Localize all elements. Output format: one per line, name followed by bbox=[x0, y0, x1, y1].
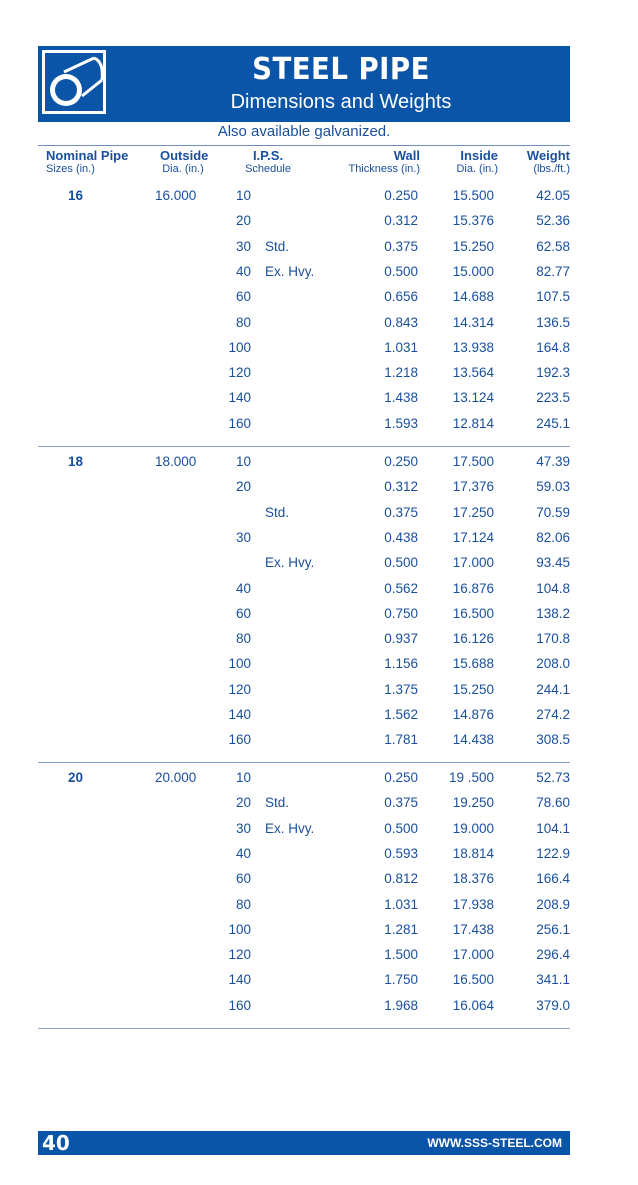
table-row bbox=[38, 416, 570, 438]
table-row bbox=[38, 972, 570, 994]
table-row bbox=[38, 770, 570, 792]
column-header-inside: Inside Dia. (in.) bbox=[456, 148, 498, 175]
weight-cell: 208.0 bbox=[536, 656, 570, 672]
column-header-wall: Wall Thickness (in.) bbox=[348, 148, 420, 175]
schedule-cell: 80 bbox=[235, 896, 251, 912]
weight-cell: 379.0 bbox=[536, 997, 570, 1013]
weight-cell: 136.5 bbox=[536, 314, 570, 330]
weight-cell: 244.1 bbox=[536, 681, 570, 697]
schedule-cell: 140 bbox=[228, 707, 251, 722]
weight-cell: 93.45 bbox=[536, 555, 570, 571]
inside-diameter-cell: 14.876 bbox=[452, 707, 494, 722]
weight-class-cell: Ex. Hvy. bbox=[265, 263, 315, 279]
wall-thickness-cell: 1.218 bbox=[384, 365, 418, 381]
wall-thickness-cell: 0.500 bbox=[384, 555, 418, 571]
column-header-ips: I.P.S. Schedule bbox=[245, 148, 291, 175]
schedule-cell: 160 bbox=[228, 997, 251, 1013]
table-row bbox=[38, 897, 570, 919]
table-row bbox=[38, 505, 570, 527]
wall-thickness-cell: 0.250 bbox=[384, 188, 418, 203]
page-header bbox=[38, 46, 570, 122]
weight-cell: 47.39 bbox=[536, 454, 570, 469]
wall-thickness-cell: 0.937 bbox=[384, 631, 418, 647]
inside-diameter-cell: 19.000 bbox=[452, 820, 494, 836]
weight-cell: 274.2 bbox=[536, 707, 570, 722]
inside-diameter-cell: 18.376 bbox=[452, 871, 494, 887]
wall-thickness-cell: 0.312 bbox=[384, 479, 418, 495]
schedule-cell: 40 bbox=[235, 580, 251, 596]
wall-thickness-cell: 0.438 bbox=[384, 529, 418, 545]
schedule-cell: 160 bbox=[228, 415, 251, 431]
inside-diameter-cell: 15.500 bbox=[452, 188, 494, 203]
wall-thickness-cell: 1.968 bbox=[384, 997, 418, 1013]
schedule-cell: 40 bbox=[235, 845, 251, 861]
schedule-cell: 100 bbox=[228, 339, 251, 355]
wall-thickness-cell: 1.500 bbox=[384, 947, 418, 963]
wall-thickness-cell: 0.375 bbox=[384, 238, 418, 254]
schedule-cell: 30 bbox=[235, 820, 251, 836]
schedule-cell: 20 bbox=[235, 213, 251, 229]
table-row bbox=[38, 922, 570, 944]
page-title: STEEL PIPE bbox=[252, 52, 430, 87]
schedule-cell: 120 bbox=[228, 947, 251, 963]
inside-diameter-cell: 16.126 bbox=[452, 631, 494, 647]
weight-cell: 52.73 bbox=[536, 770, 570, 785]
wall-thickness-cell: 1.281 bbox=[384, 921, 418, 937]
weight-class-cell: Std. bbox=[265, 504, 290, 520]
schedule-cell: 140 bbox=[228, 390, 251, 406]
nominal-size-cell: 18 bbox=[68, 454, 84, 469]
nominal-size-cell: 16 bbox=[68, 188, 84, 203]
table-row bbox=[38, 390, 570, 412]
table-row bbox=[38, 682, 570, 704]
weight-cell: 223.5 bbox=[536, 390, 570, 406]
inside-diameter-cell: 13.564 bbox=[452, 365, 494, 381]
weight-cell: 308.5 bbox=[536, 732, 570, 748]
table-row bbox=[38, 340, 570, 362]
table-row bbox=[38, 871, 570, 893]
inside-diameter-cell: 15.376 bbox=[452, 213, 494, 229]
schedule-cell: 10 bbox=[235, 454, 251, 469]
weight-cell: 192.3 bbox=[536, 365, 570, 381]
inside-diameter-cell: 12.814 bbox=[452, 415, 494, 431]
table-row bbox=[38, 656, 570, 678]
schedule-cell: 60 bbox=[235, 605, 251, 621]
outside-diameter-cell: 16.000 bbox=[155, 188, 197, 203]
group-divider bbox=[38, 762, 570, 763]
weight-cell: 62.58 bbox=[536, 238, 570, 254]
table-row bbox=[38, 606, 570, 628]
inside-diameter-cell: 18.814 bbox=[452, 845, 494, 861]
inside-diameter-cell: 17.376 bbox=[452, 479, 494, 495]
schedule-cell: 10 bbox=[235, 770, 251, 785]
weight-class-cell: Std. bbox=[265, 795, 290, 811]
table-row bbox=[38, 631, 570, 653]
inside-diameter-cell: 16.500 bbox=[452, 605, 494, 621]
weight-cell: 70.59 bbox=[536, 504, 570, 520]
schedule-cell: 100 bbox=[228, 921, 251, 937]
weight-cell: 52.36 bbox=[536, 213, 570, 229]
inside-diameter-cell: 17.000 bbox=[452, 947, 494, 963]
table-row bbox=[38, 365, 570, 387]
schedule-cell: 120 bbox=[228, 681, 251, 697]
wall-thickness-cell: 1.031 bbox=[384, 339, 418, 355]
schedule-cell: 160 bbox=[228, 732, 251, 748]
table-row bbox=[38, 188, 570, 210]
schedule-cell: 40 bbox=[235, 263, 251, 279]
inside-diameter-cell: 15.250 bbox=[452, 681, 494, 697]
schedule-cell: 20 bbox=[235, 795, 251, 811]
wall-thickness-cell: 1.562 bbox=[384, 707, 418, 722]
schedule-cell: 60 bbox=[235, 289, 251, 305]
table-row bbox=[38, 315, 570, 337]
table-row bbox=[38, 530, 570, 552]
wall-thickness-cell: 1.156 bbox=[384, 656, 418, 672]
weight-cell: 82.06 bbox=[536, 529, 570, 545]
inside-diameter-cell: 16.500 bbox=[452, 972, 494, 988]
wall-thickness-cell: 0.375 bbox=[384, 504, 418, 520]
table-row bbox=[38, 707, 570, 729]
galvanized-note: Also available galvanized. bbox=[217, 123, 391, 140]
wall-thickness-cell: 1.593 bbox=[384, 415, 418, 431]
inside-diameter-cell: 13.124 bbox=[452, 390, 494, 406]
table-row bbox=[38, 998, 570, 1020]
inside-diameter-cell: 17.938 bbox=[452, 896, 494, 912]
inside-diameter-cell: 16.876 bbox=[452, 580, 494, 596]
table-row bbox=[38, 947, 570, 969]
table-row bbox=[38, 289, 570, 311]
inside-diameter-cell: 17.500 bbox=[452, 454, 494, 469]
weight-cell: 245.1 bbox=[536, 415, 570, 431]
schedule-cell: 30 bbox=[235, 238, 251, 254]
schedule-cell: 20 bbox=[235, 479, 251, 495]
page-number: 40 bbox=[42, 1131, 70, 1155]
wall-thickness-cell: 0.375 bbox=[384, 795, 418, 811]
wall-thickness-cell: 1.750 bbox=[384, 972, 418, 988]
weight-class-cell: Ex. Hvy. bbox=[265, 555, 315, 571]
inside-diameter-cell: 17.124 bbox=[452, 529, 494, 545]
column-header-nominal: Nominal Pipe Sizes (in.) bbox=[46, 148, 129, 175]
inside-diameter-cell: 13.938 bbox=[452, 339, 494, 355]
inside-diameter-cell: 17.000 bbox=[452, 555, 494, 571]
weight-cell: 78.60 bbox=[536, 795, 570, 811]
nominal-size-cell: 20 bbox=[68, 770, 84, 785]
schedule-cell: 10 bbox=[235, 188, 251, 203]
schedule-cell: 140 bbox=[228, 972, 251, 988]
wall-thickness-cell: 0.812 bbox=[384, 871, 418, 887]
weight-cell: 341.1 bbox=[536, 972, 570, 988]
weight-cell: 104.8 bbox=[536, 580, 570, 596]
outside-diameter-cell: 18.000 bbox=[155, 454, 197, 469]
table-row bbox=[38, 821, 570, 843]
wall-thickness-cell: 0.250 bbox=[384, 454, 418, 469]
table-row bbox=[38, 581, 570, 603]
schedule-cell: 80 bbox=[235, 631, 251, 647]
table-row bbox=[38, 555, 570, 577]
wall-thickness-cell: 0.656 bbox=[384, 289, 418, 305]
weight-class-cell: Std. bbox=[265, 238, 290, 254]
wall-thickness-cell: 1.031 bbox=[384, 896, 418, 912]
weight-cell: 104.1 bbox=[536, 820, 570, 836]
inside-diameter-cell: 14.688 bbox=[452, 289, 494, 305]
weight-cell: 296.4 bbox=[536, 947, 570, 963]
wall-thickness-cell: 1.438 bbox=[384, 390, 418, 406]
wall-thickness-cell: 0.593 bbox=[384, 845, 418, 861]
table-row bbox=[38, 479, 570, 501]
weight-cell: 59.03 bbox=[536, 479, 570, 495]
wall-thickness-cell: 0.843 bbox=[384, 314, 418, 330]
wall-thickness-cell: 0.500 bbox=[384, 263, 418, 279]
weight-cell: 82.77 bbox=[536, 263, 570, 279]
column-header-weight: Weight (lbs./ft.) bbox=[526, 148, 570, 175]
weight-cell: 170.8 bbox=[536, 631, 570, 647]
table-row bbox=[38, 264, 570, 286]
table-row bbox=[38, 846, 570, 868]
schedule-cell: 80 bbox=[235, 314, 251, 330]
wall-thickness-cell: 0.500 bbox=[384, 820, 418, 836]
divider bbox=[38, 145, 570, 146]
inside-diameter-cell: 15.000 bbox=[452, 263, 494, 279]
weight-cell: 42.05 bbox=[536, 188, 570, 203]
wall-thickness-cell: 0.312 bbox=[384, 213, 418, 229]
weight-cell: 208.9 bbox=[536, 896, 570, 912]
schedule-cell: 120 bbox=[228, 365, 251, 381]
wall-thickness-cell: 0.250 bbox=[384, 770, 418, 785]
outside-diameter-cell: 20.000 bbox=[155, 770, 197, 785]
group-divider bbox=[38, 446, 570, 447]
table-row bbox=[38, 454, 570, 476]
wall-thickness-cell: 1.375 bbox=[384, 681, 418, 697]
weight-cell: 166.4 bbox=[536, 871, 570, 887]
wall-thickness-cell: 0.750 bbox=[384, 605, 418, 621]
inside-diameter-cell: 15.250 bbox=[452, 238, 494, 254]
page-footer bbox=[38, 1131, 570, 1155]
group-divider bbox=[38, 1028, 570, 1029]
page-subtitle: Dimensions and Weights bbox=[230, 91, 452, 113]
inside-diameter-cell: 14.438 bbox=[452, 732, 494, 748]
inside-diameter-cell: 17.438 bbox=[452, 921, 494, 937]
table-row bbox=[38, 795, 570, 817]
schedule-cell: 30 bbox=[235, 529, 251, 545]
inside-diameter-cell: 16.064 bbox=[452, 997, 494, 1013]
inside-diameter-cell: 19.250 bbox=[452, 795, 494, 811]
column-header-outside: Outside Dia. (in.) bbox=[160, 148, 209, 175]
wall-thickness-cell: 0.562 bbox=[384, 580, 418, 596]
weight-cell: 122.9 bbox=[536, 845, 570, 861]
weight-class-cell: Ex. Hvy. bbox=[265, 820, 315, 836]
table-row bbox=[38, 239, 570, 261]
weight-cell: 138.2 bbox=[536, 605, 570, 621]
wall-thickness-cell: 1.781 bbox=[384, 732, 418, 748]
weight-cell: 107.5 bbox=[536, 289, 570, 305]
weight-cell: 164.8 bbox=[536, 339, 570, 355]
table-row bbox=[38, 732, 570, 754]
inside-diameter-cell: 17.250 bbox=[452, 504, 494, 520]
pipe-logo-icon bbox=[42, 50, 106, 114]
inside-diameter-cell: 15.688 bbox=[452, 656, 494, 672]
table-row bbox=[38, 213, 570, 235]
inside-diameter-cell: 14.314 bbox=[452, 314, 494, 330]
schedule-cell: 100 bbox=[228, 656, 251, 672]
weight-cell: 256.1 bbox=[536, 921, 570, 937]
website-link[interactable]: WWW.SSS-STEEL.COM bbox=[427, 1136, 562, 1150]
inside-diameter-cell: 19 .500 bbox=[448, 770, 494, 785]
schedule-cell: 60 bbox=[235, 871, 251, 887]
